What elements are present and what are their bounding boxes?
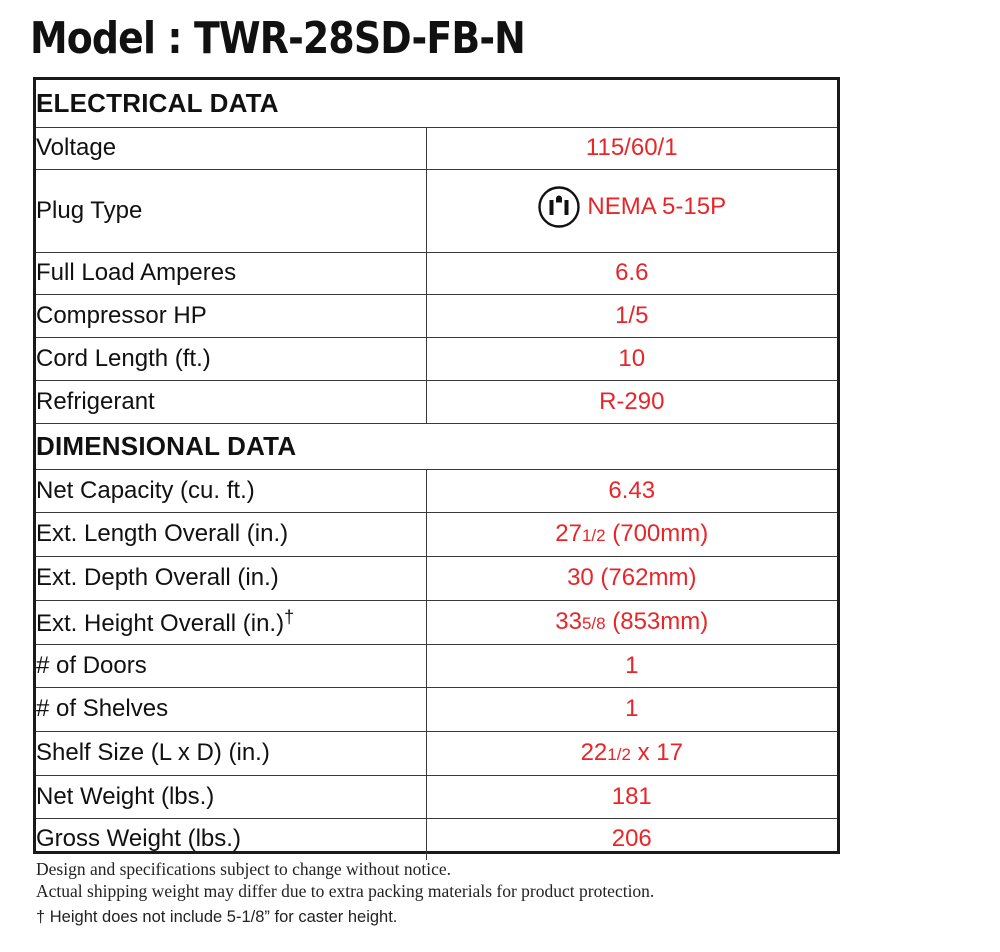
shelf-size-whole: 22 xyxy=(580,739,608,766)
spec-row-height xyxy=(36,600,837,644)
spec-row-amperes xyxy=(36,252,837,294)
length-metric: (700mm) xyxy=(605,520,709,547)
gross-weight-value: 206 xyxy=(611,825,652,853)
model-title: Model : TWR-28SD-FB-N xyxy=(30,13,525,64)
plug-type-label: Plug Type xyxy=(36,169,426,252)
length-value xyxy=(426,512,837,556)
gross-weight-label: Gross Weight (lbs.) xyxy=(36,818,426,860)
doors-label: # of Doors xyxy=(36,644,426,687)
spec-table-frame xyxy=(33,77,840,854)
length-fraction: 1/2 xyxy=(581,526,606,545)
voltage-value: 115/60/1 xyxy=(426,127,837,169)
spec-row-refrigerant xyxy=(36,380,837,423)
height-metric: (853mm) xyxy=(605,608,709,635)
shelf-size-label: Shelf Size (L x D) (in.) xyxy=(36,731,426,775)
net-weight-value: 181 xyxy=(426,775,837,818)
spec-table xyxy=(36,80,837,860)
height-whole: 33 xyxy=(555,608,582,635)
depth-value: 30 (762mm) xyxy=(426,556,837,600)
footnotes xyxy=(36,858,654,928)
net-capacity-label: Net Capacity (cu. ft.) xyxy=(36,469,426,512)
spec-row-depth xyxy=(36,556,837,600)
doors-value: 1 xyxy=(426,644,837,687)
nema-5-15p-plug-icon xyxy=(537,185,581,229)
length-whole: 27 xyxy=(555,520,582,547)
spec-row-length xyxy=(36,512,837,556)
amperes-label: Full Load Amperes xyxy=(36,252,426,294)
spec-row-gross-weight xyxy=(36,818,837,860)
height-label-cell xyxy=(36,600,426,644)
spec-row-plug-type xyxy=(36,169,837,252)
length-label: Ext. Length Overall (in.) xyxy=(36,512,426,556)
net-weight-label: Net Weight (lbs.) xyxy=(36,775,426,818)
shelves-label: # of Shelves xyxy=(36,687,426,731)
spec-row-voltage xyxy=(36,127,837,169)
compressor-hp-value: 1/5 xyxy=(426,294,837,337)
refrigerant-label: Refrigerant xyxy=(36,380,426,423)
shelf-size-fraction: 1/2 xyxy=(607,745,631,764)
dimensional-heading-row xyxy=(36,423,837,469)
electrical-heading-row xyxy=(36,80,837,127)
height-fraction: 5/8 xyxy=(581,614,606,633)
cord-length-label: Cord Length (ft.) xyxy=(36,337,426,380)
spec-row-cord-length xyxy=(36,337,837,380)
spec-row-shelves xyxy=(36,687,837,731)
plug-type-value-cell xyxy=(426,169,837,252)
spec-row-net-weight xyxy=(36,775,837,818)
plug-type-text: NEMA 5-15P xyxy=(587,193,727,220)
shelf-size-value xyxy=(426,731,837,775)
net-capacity-value: 6.43 xyxy=(426,469,837,512)
spec-row-net-capacity xyxy=(36,469,837,512)
spec-row-doors xyxy=(36,644,837,687)
height-label: Ext. Height Overall (in.) xyxy=(36,609,285,637)
change-notice: Design and specifications subject to change without notice. xyxy=(36,859,452,879)
cord-length-value: 10 xyxy=(426,337,837,380)
shipping-weight-notice: Actual shipping weight may differ due to extra packing materials for product protection. xyxy=(36,881,655,901)
amperes-value: 6.6 xyxy=(426,252,837,294)
dimensional-data-heading: DIMENSIONAL DATA xyxy=(36,423,837,469)
shelves-value: 1 xyxy=(426,687,837,731)
height-dagger-mark: † xyxy=(284,606,295,627)
voltage-label: Voltage xyxy=(36,127,426,169)
plug-type-value xyxy=(537,185,726,229)
spec-row-shelf-size xyxy=(36,731,837,775)
caster-height-notice: † Height does not include 5-1/8” for caster height. xyxy=(36,908,398,926)
spec-row-compressor-hp xyxy=(36,294,837,337)
refrigerant-value: R-290 xyxy=(426,380,837,423)
shelf-size-rest: x 17 xyxy=(630,739,683,766)
electrical-data-heading: ELECTRICAL DATA xyxy=(36,80,837,127)
depth-label: Ext. Depth Overall (in.) xyxy=(36,556,426,600)
compressor-hp-label: Compressor HP xyxy=(36,294,426,337)
height-value xyxy=(426,600,837,644)
